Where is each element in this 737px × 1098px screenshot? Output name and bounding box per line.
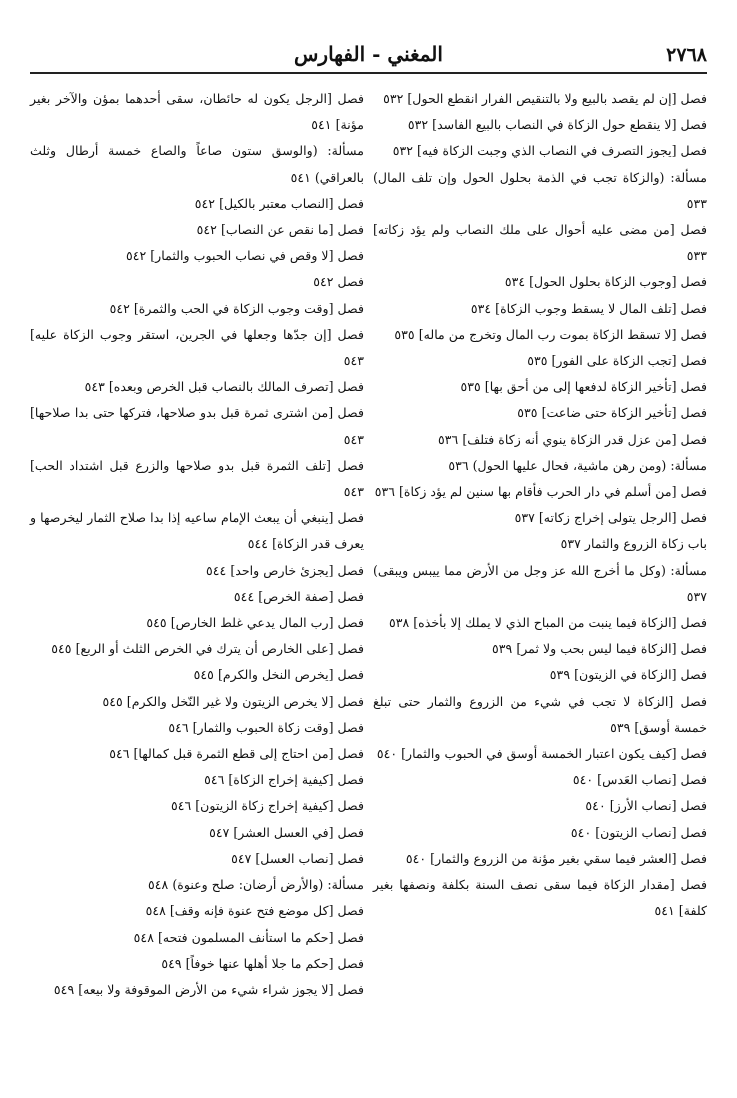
index-entry: فصل [حكم ما استأنف المسلمون فتحه] ٥٤٨ xyxy=(133,929,364,945)
index-entry: فصل [من عزل قدر الزكاة ينوي أنه زكاة فتلف] ٥٣٦ xyxy=(438,431,707,447)
index-entry: فصل [يجزئ خارص واحد] ٥٤٤ xyxy=(206,562,364,578)
index-entry: فصل [لا يخرص الزيتون ولا غير النّخل والكرم] ٥٤٥ xyxy=(102,693,364,709)
index-entry: مسألة: (ومن رهن ماشية، فحال عليها الحول) ٥٣٦ xyxy=(448,457,707,473)
index-entry: فصل [تجب الزكاة على الفور] ٥٣٥ xyxy=(527,353,707,369)
index-entry: فصل [من احتاج إلى قطع الثمرة قبل كمالها] ٥٤٦ xyxy=(109,746,364,762)
index-entry: فصل [لا ينقطع حول الزكاة في النصاب بالبيع الفاسد] ٥٣٢ xyxy=(407,117,707,133)
index-entry: فصل [من مضى عليه أحوال على ملك النصاب ولم يؤد زكاته] ٥٣٣ xyxy=(373,222,707,264)
index-entry: فصل [يخرص النخل والكرم] ٥٤٥ xyxy=(193,667,364,683)
index-entry: فصل [من اشترى ثمرة قبل بدو صلاحها، فتركها حتى بدا صلاحها] ٥٤٣ xyxy=(30,405,364,447)
index-entry: فصل [نصاب الأرز] ٥٤٠ xyxy=(585,798,707,814)
index-entry: فصل [العشر فيما سقي بغير مؤنة من الزروع والثمار] ٥٤٠ xyxy=(405,850,707,866)
index-entry: فصل [كل موضع فتح عنوة فإنه وقف] ٥٤٨ xyxy=(145,903,364,919)
index-entry: فصل [نصاب العسل] ٥٤٧ xyxy=(231,850,364,866)
index-entry: فصل ٥٤٢ xyxy=(313,274,364,290)
index-entry: فصل [من أسلم في دار الحرب فأقام بها سنين لم يؤد زكاة] ٥٣٦ xyxy=(374,484,707,500)
index-entry: فصل [في العسل العشر] ٥٤٧ xyxy=(209,824,364,840)
index-entry: فصل [كيف يكون اعتبار الخمسة أوسق في الحبوب والثمار] ٥٤٠ xyxy=(376,746,707,762)
page-header xyxy=(30,38,707,68)
index-entry: فصل [الرجل يكون له حائطان، سقى أحدهما بمؤن والآخر بغير مؤنة] ٥٤١ xyxy=(30,91,364,133)
page-number: ٢٧٦٨ xyxy=(666,44,707,66)
index-entry: فصل [تأخير الزكاة حتى ضاعت] ٥٣٥ xyxy=(517,405,707,421)
index-entry: مسألة: (وكل ما أخرج الله عز وجل من الأرض مما ييبس ويبقى) ٥٣٧ xyxy=(373,562,707,604)
index-entry: باب زكاة الزروع والثمار ٥٣٧ xyxy=(560,536,707,552)
index-entry: فصل [الرجل يتولى إخراج زكاته] ٥٣٧ xyxy=(514,510,707,526)
index-column-right xyxy=(373,86,707,925)
index-entry: فصل [الزكاة لا تجب في شيء من الزروع والثمار حتى تبلغ خمسة أوسق] ٥٣٩ xyxy=(373,693,707,735)
index-entry: فصل [على الخارص أن يترك في الخرص الثلث أو الربع] ٥٤٥ xyxy=(51,641,364,657)
index-entry: فصل [لا وقص في نصاب الحبوب والثمار] ٥٤٢ xyxy=(125,248,364,264)
index-entry: فصل [ما نقص عن النصاب] ٥٤٢ xyxy=(196,222,364,238)
index-entry: فصل [كيفية إخراج زكاة الزيتون] ٥٤٦ xyxy=(170,798,364,814)
index-entry: فصل [صفة الخرص] ٥٤٤ xyxy=(233,588,364,604)
header-rule xyxy=(30,72,707,74)
index-entry: فصل [إن لم يقصد بالبيع ولا بالتنقيص الفرار انقطع الحول] ٥٣٢ xyxy=(383,91,707,106)
index-entry: فصل [الزكاة فيما ليس بحب ولا ثمر] ٥٣٩ xyxy=(492,641,707,657)
index-entry: فصل [رب المال يدعي غلط الخارص] ٥٤٥ xyxy=(146,615,364,631)
index-entry: فصل [مقدار الزكاة فيما سقى نصف السنة بكلفة ونصفها بغير كلفة] ٥٤١ xyxy=(373,877,707,919)
index-entry: فصل [تلف الثمرة قبل بدو صلاحها والزرع قبل اشتداد الحب] ٥٤٣ xyxy=(30,457,364,500)
index-entry: فصل [تأخير الزكاة لدفعها إلى من أحق بها] ٥٣٥ xyxy=(460,379,707,395)
index-entry: فصل [وقت زكاة الحبوب والثمار] ٥٤٦ xyxy=(168,719,364,735)
index-entry: مسألة: (والوسق ستون صاعاً والصاع خمسة أرطال وثلث بالعراقي) ٥٤١ xyxy=(30,143,364,185)
index-entry: فصل [الزكاة فيما ينبت من المباح الذي لا يملك إلا بأخذه] ٥٣٨ xyxy=(388,615,707,631)
index-entry: فصل [ينبغي أن يبعث الإمام ساعيه إذا بدا صلاح الثمار ليخرصها و يعرف قدر الزكاة] ٥٤٤ xyxy=(30,510,364,552)
index-entry: فصل [يجوز التصرف في النصاب الذي وجبت الزكاة فيه] ٥٣٢ xyxy=(392,143,707,159)
index-entry: فصل [كيفية إخراج الزكاة] ٥٤٦ xyxy=(204,772,364,788)
index-entry: فصل [لا تسقط الزكاة بموت رب المال وتخرج من ماله] ٥٣٥ xyxy=(394,326,707,342)
index-entry: فصل [إن جدّها وجعلها في الجرين، استقر وجوب الزكاة عليه] ٥٤٣ xyxy=(30,326,364,369)
index-entry: فصل [تلف المال لا يسقط وجوب الزكاة] ٥٣٤ xyxy=(470,300,707,316)
index-entry: فصل [تصرف المالك بالنصاب قبل الخرص وبعده] ٥٤٣ xyxy=(84,379,364,395)
index-entry: فصل [نصاب العَدس] ٥٤٠ xyxy=(572,772,707,788)
index-entry: فصل [نصاب الزيتون] ٥٤٠ xyxy=(570,824,707,840)
index-entry: مسألة: (والزكاة تجب في الذمة بحلول الحول وإن تلف المال) ٥٣٣ xyxy=(373,169,707,211)
running-title: المغني - الفهارس xyxy=(294,42,443,66)
index-entry: فصل [الزكاة في الزيتون] ٥٣٩ xyxy=(549,667,707,683)
index-entry: فصل [وقت وجوب الزكاة في الحب والثمرة] ٥٤٢ xyxy=(109,300,364,316)
index-entry: فصل [حكم ما جلا أهلها عنها خوفاً] ٥٤٩ xyxy=(161,955,364,971)
index-entry: فصل [لا يجوز شراء شيء من الأرض الموقوفة ولا بيعه] ٥٤٩ xyxy=(53,981,364,997)
index-entry: فصل [النصاب معتبر بالكيل] ٥٤٢ xyxy=(194,195,364,211)
index-column-left xyxy=(30,86,364,1003)
index-entry: مسألة: (والأرض أرضان: صلح وعنوة) ٥٤٨ xyxy=(148,877,364,893)
index-entry: فصل [وجوب الزكاة بحلول الحول] ٥٣٤ xyxy=(504,274,707,290)
